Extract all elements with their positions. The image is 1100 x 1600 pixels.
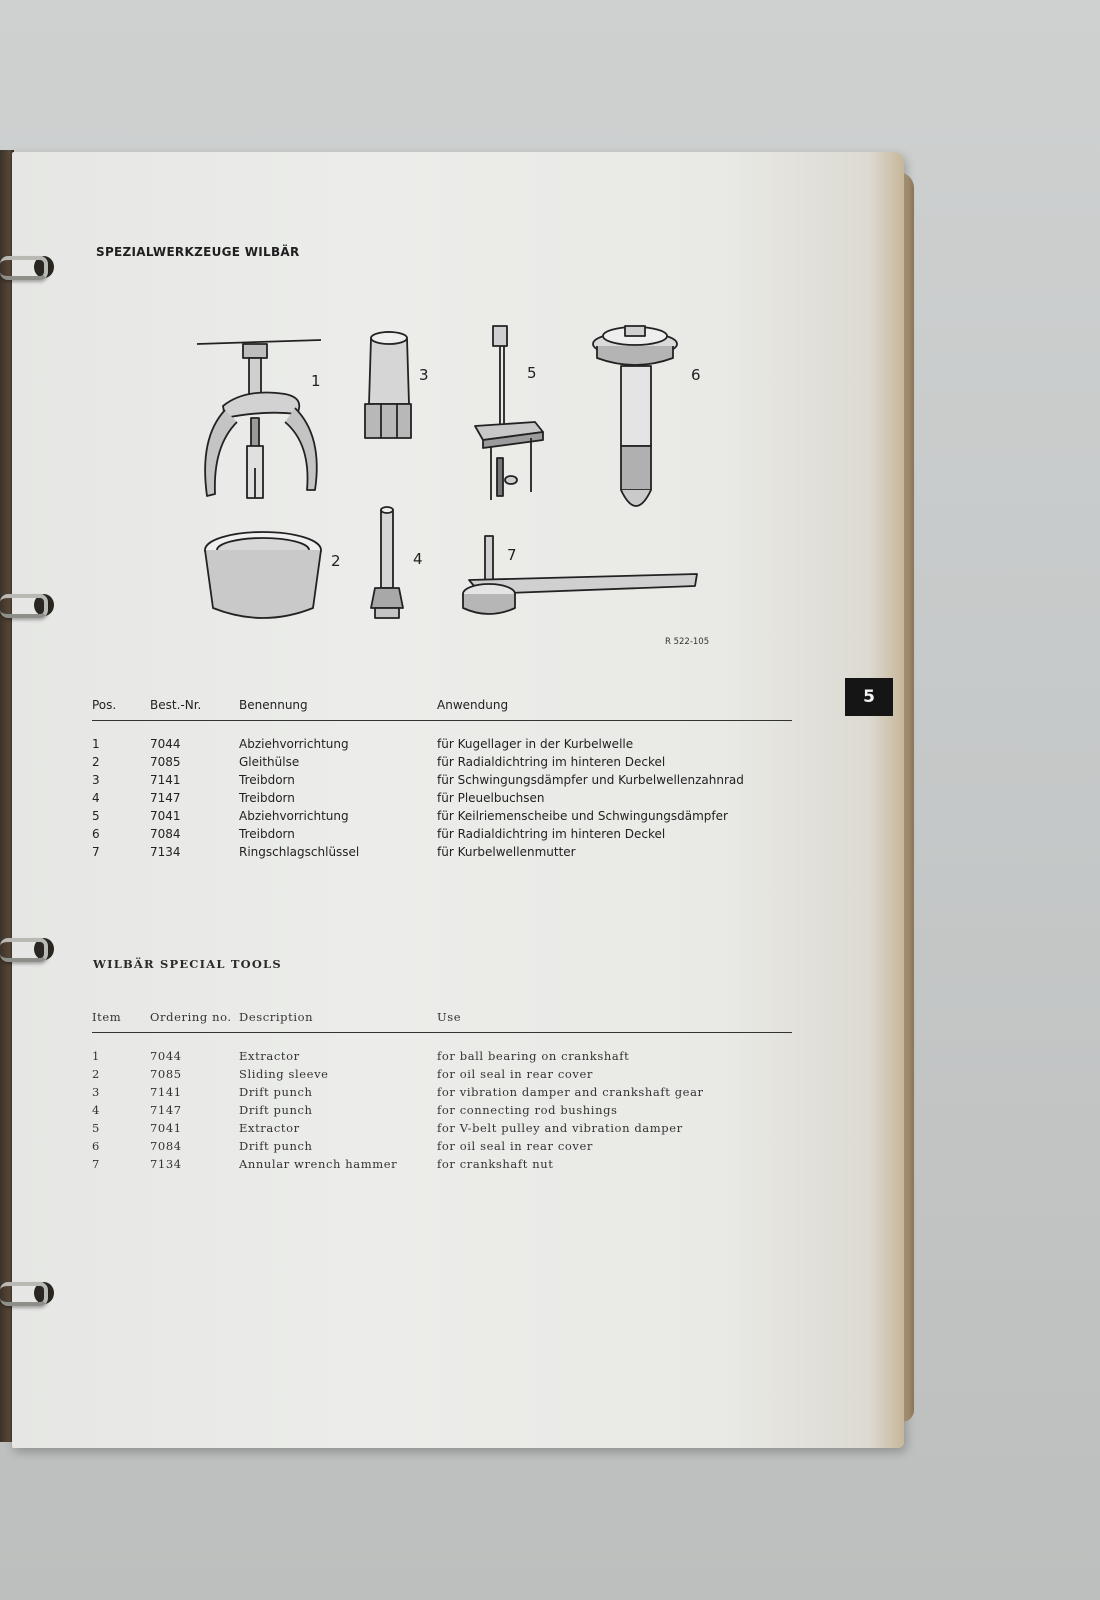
cell-pos: 6 — [92, 827, 100, 841]
table-row — [92, 827, 792, 845]
cell-item: 7 — [92, 1157, 100, 1171]
cell-use: für Radialdichtring im hinteren Deckel — [437, 755, 666, 769]
cell-pos: 2 — [92, 755, 100, 769]
table-row — [92, 791, 792, 809]
english-section-title: WILBÄR SPECIAL TOOLS — [93, 957, 282, 971]
cell-description: Drift punch — [239, 1103, 313, 1117]
cell-order-no: 7141 — [150, 773, 181, 787]
header-item: Item — [92, 1010, 122, 1024]
two-leg-puller-tool-icon — [475, 326, 543, 500]
cell-use: für Keilriemenscheibe und Schwingungsdämpfer — [437, 809, 728, 823]
cell-pos: 3 — [92, 773, 100, 787]
cell-use: for oil seal in rear cover — [437, 1067, 593, 1081]
table-row — [92, 1103, 792, 1121]
cell-ordering-no: 7147 — [150, 1103, 182, 1117]
puller-tool-icon — [197, 340, 321, 498]
cell-item: 2 — [92, 1067, 100, 1081]
cell-ordering-no: 7044 — [150, 1049, 182, 1063]
cell-use: for connecting rod bushings — [437, 1103, 618, 1117]
special-tools-illustration — [185, 318, 725, 648]
binder-ring-icon — [0, 1276, 60, 1310]
cell-ordering-no: 7141 — [150, 1085, 182, 1099]
figure-number-3: 3 — [419, 366, 429, 384]
figure-number-1: 1 — [311, 372, 321, 390]
header-use: Use — [437, 1010, 462, 1024]
cell-pos: 7 — [92, 845, 100, 859]
table-row — [92, 1085, 792, 1103]
cell-use: for ball bearing on crankshaft — [437, 1049, 630, 1063]
header-description: Description — [239, 1010, 314, 1024]
figure-number-6: 6 — [691, 366, 701, 384]
german-section-title: SPEZIALWERKZEUGE WILBÄR — [96, 245, 300, 259]
cell-item: 1 — [92, 1049, 100, 1063]
table-row — [92, 737, 792, 755]
guide-sleeve-tool-icon — [205, 532, 321, 618]
header-pos: Pos. — [92, 698, 117, 712]
cell-name: Gleithülse — [239, 755, 300, 769]
ring-wrench-tool-icon — [463, 536, 697, 614]
cell-name: Treibdorn — [239, 773, 295, 787]
cell-item: 4 — [92, 1103, 100, 1117]
cell-item: 3 — [92, 1085, 100, 1099]
header-ordering-no: Ordering no. — [150, 1010, 232, 1024]
header-order-no: Best.-Nr. — [150, 698, 202, 712]
cell-order-no: 7085 — [150, 755, 181, 769]
cell-use: für Radialdichtring im hinteren Deckel — [437, 827, 666, 841]
cell-name: Abziehvorrichtung — [239, 737, 349, 751]
cell-use: für Kurbelwellenmutter — [437, 845, 576, 859]
cell-name: Abziehvorrichtung — [239, 809, 349, 823]
table-row — [92, 1067, 792, 1085]
binder-ring-icon — [0, 932, 60, 966]
cell-use: for vibration damper and crankshaft gear — [437, 1085, 704, 1099]
table-row — [92, 1121, 792, 1139]
cell-order-no: 7041 — [150, 809, 181, 823]
figure-number-4: 4 — [413, 550, 423, 568]
table-row — [92, 809, 792, 827]
cell-pos: 4 — [92, 791, 100, 805]
figure-number-5: 5 — [527, 364, 537, 382]
figure-number-2: 2 — [331, 552, 341, 570]
cell-ordering-no: 7041 — [150, 1121, 182, 1135]
header-use: Anwendung — [437, 698, 509, 712]
table-header — [92, 698, 792, 721]
english-tools-table — [92, 1010, 792, 1175]
cell-use: für Pleuelbuchsen — [437, 791, 545, 805]
cell-item: 5 — [92, 1121, 100, 1135]
cell-description: Drift punch — [239, 1085, 313, 1099]
flanged-drift-punch-tool-icon — [593, 326, 677, 506]
german-tools-table — [92, 698, 792, 863]
cell-ordering-no: 7134 — [150, 1157, 182, 1171]
table-row — [92, 755, 792, 773]
cell-description: Extractor — [239, 1049, 300, 1063]
cell-order-no: 7134 — [150, 845, 181, 859]
cell-use: für Kugellager in der Kurbelwelle — [437, 737, 634, 751]
cell-ordering-no: 7085 — [150, 1067, 182, 1081]
table-row — [92, 773, 792, 791]
cell-item: 6 — [92, 1139, 100, 1153]
table-header — [92, 1010, 792, 1033]
figure-number-7: 7 — [507, 546, 517, 564]
cell-use: for crankshaft nut — [437, 1157, 554, 1171]
sleeve-tool-icon — [365, 332, 411, 438]
cell-name: Treibdorn — [239, 791, 295, 805]
cell-name: Ringschlagschlüssel — [239, 845, 360, 859]
table-row — [92, 1157, 792, 1175]
figure-reference: R 522-105 — [665, 637, 710, 647]
binder-ring-icon — [0, 588, 60, 622]
cell-pos: 1 — [92, 737, 100, 751]
cell-use: for V-belt pulley and vibration damper — [437, 1121, 683, 1135]
cell-description: Drift punch — [239, 1139, 313, 1153]
cell-ordering-no: 7084 — [150, 1139, 182, 1153]
header-name: Benennung — [239, 698, 308, 712]
cell-use: for oil seal in rear cover — [437, 1139, 593, 1153]
table-row — [92, 845, 792, 863]
cell-description: Extractor — [239, 1121, 300, 1135]
chapter-tab[interactable]: 5 — [845, 678, 893, 716]
cell-name: Treibdorn — [239, 827, 295, 841]
cell-order-no: 7044 — [150, 737, 181, 751]
small-drift-punch-tool-icon — [371, 507, 403, 618]
cell-order-no: 7147 — [150, 791, 181, 805]
table-row — [92, 1139, 792, 1157]
cell-order-no: 7084 — [150, 827, 181, 841]
cell-pos: 5 — [92, 809, 100, 823]
table-row — [92, 1049, 792, 1067]
cell-use: für Schwingungsdämpfer und Kurbelwellenzahnrad — [437, 773, 744, 787]
cell-description: Sliding sleeve — [239, 1067, 329, 1081]
cell-description: Annular wrench hammer — [239, 1157, 398, 1171]
binder-ring-icon — [0, 250, 60, 284]
